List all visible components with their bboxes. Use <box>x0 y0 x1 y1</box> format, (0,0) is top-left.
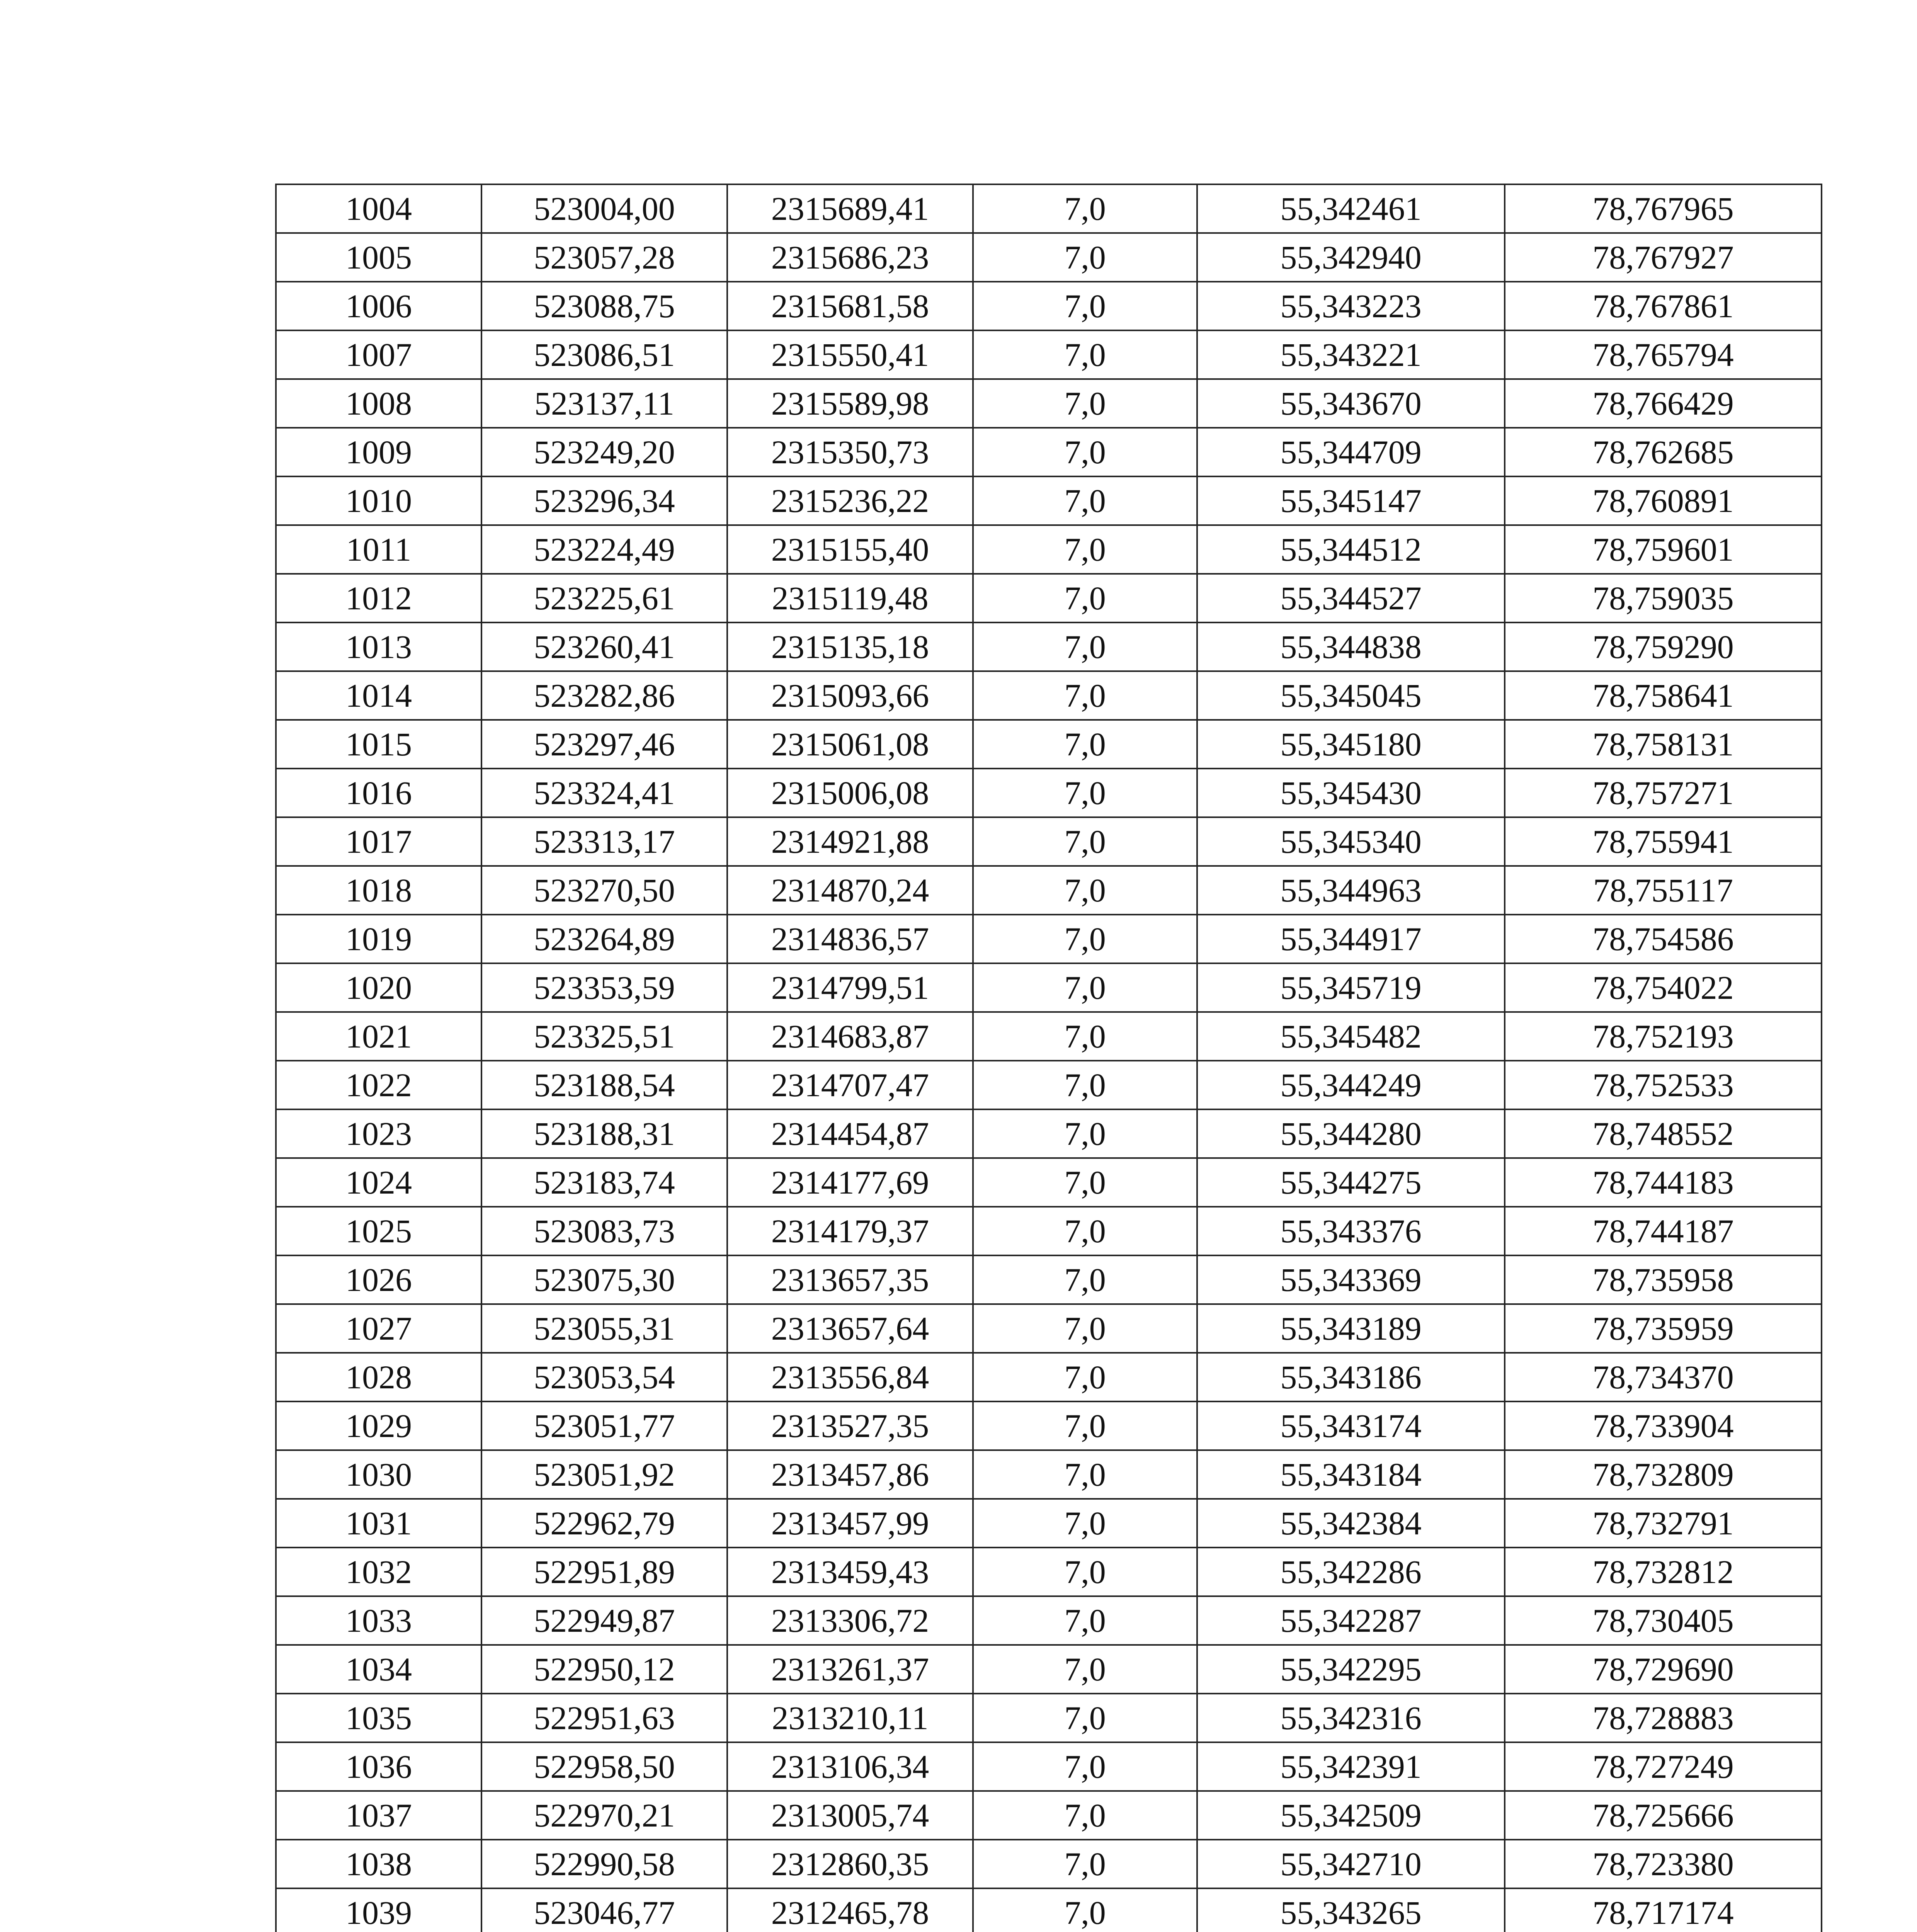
latitude-cell: 55,343174 <box>1197 1401 1505 1450</box>
y-coordinate-cell: 2315061,08 <box>727 720 973 769</box>
point-number-cell: 1030 <box>276 1450 481 1499</box>
depth-cell: 7,0 <box>973 1888 1197 1932</box>
y-coordinate-cell: 2313306,72 <box>727 1596 973 1645</box>
longitude-cell: 78,748552 <box>1505 1109 1822 1158</box>
x-coordinate-cell: 523086,51 <box>481 330 727 379</box>
depth-cell: 7,0 <box>973 720 1197 769</box>
point-number-cell: 1016 <box>276 769 481 817</box>
longitude-cell: 78,765794 <box>1505 330 1822 379</box>
x-coordinate-cell: 523324,41 <box>481 769 727 817</box>
latitude-cell: 55,344917 <box>1197 915 1505 963</box>
y-coordinate-cell: 2313657,35 <box>727 1255 973 1304</box>
x-coordinate-cell: 523224,49 <box>481 525 727 574</box>
x-coordinate-cell: 522950,12 <box>481 1645 727 1694</box>
x-coordinate-cell: 523057,28 <box>481 233 727 282</box>
x-coordinate-cell: 523282,86 <box>481 671 727 720</box>
longitude-cell: 78,760891 <box>1505 476 1822 525</box>
point-number-cell: 1017 <box>276 817 481 866</box>
point-number-cell: 1018 <box>276 866 481 915</box>
longitude-cell: 78,729690 <box>1505 1645 1822 1694</box>
longitude-cell: 78,758131 <box>1505 720 1822 769</box>
longitude-cell: 78,767861 <box>1505 282 1822 330</box>
point-number-cell: 1008 <box>276 379 481 428</box>
table-row <box>276 330 1822 379</box>
point-number-cell: 1014 <box>276 671 481 720</box>
table-row <box>276 866 1822 915</box>
longitude-cell: 78,754586 <box>1505 915 1822 963</box>
y-coordinate-cell: 2313527,35 <box>727 1401 973 1450</box>
x-coordinate-cell: 522951,89 <box>481 1548 727 1596</box>
table-row <box>276 1255 1822 1304</box>
longitude-cell: 78,732812 <box>1505 1548 1822 1596</box>
table-row <box>276 428 1822 476</box>
point-number-cell: 1010 <box>276 476 481 525</box>
longitude-cell: 78,732791 <box>1505 1499 1822 1548</box>
x-coordinate-cell: 522962,79 <box>481 1499 727 1548</box>
y-coordinate-cell: 2313261,37 <box>727 1645 973 1694</box>
table-row <box>276 1694 1822 1742</box>
longitude-cell: 78,725666 <box>1505 1791 1822 1840</box>
y-coordinate-cell: 2315350,73 <box>727 428 973 476</box>
x-coordinate-cell: 523296,34 <box>481 476 727 525</box>
depth-cell: 7,0 <box>973 622 1197 671</box>
depth-cell: 7,0 <box>973 1207 1197 1255</box>
x-coordinate-cell: 523297,46 <box>481 720 727 769</box>
depth-cell: 7,0 <box>973 671 1197 720</box>
table-row <box>276 1742 1822 1791</box>
table-row <box>276 1012 1822 1061</box>
depth-cell: 7,0 <box>973 379 1197 428</box>
latitude-cell: 55,342316 <box>1197 1694 1505 1742</box>
x-coordinate-cell: 523260,41 <box>481 622 727 671</box>
y-coordinate-cell: 2314454,87 <box>727 1109 973 1158</box>
table-row <box>276 1791 1822 1840</box>
longitude-cell: 78,735959 <box>1505 1304 1822 1353</box>
depth-cell: 7,0 <box>973 1255 1197 1304</box>
point-number-cell: 1037 <box>276 1791 481 1840</box>
point-number-cell: 1027 <box>276 1304 481 1353</box>
y-coordinate-cell: 2315006,08 <box>727 769 973 817</box>
depth-cell: 7,0 <box>973 233 1197 282</box>
depth-cell: 7,0 <box>973 1401 1197 1450</box>
x-coordinate-cell: 522970,21 <box>481 1791 727 1840</box>
y-coordinate-cell: 2313459,43 <box>727 1548 973 1596</box>
x-coordinate-cell: 523053,54 <box>481 1353 727 1401</box>
latitude-cell: 55,344838 <box>1197 622 1505 671</box>
point-number-cell: 1032 <box>276 1548 481 1596</box>
y-coordinate-cell: 2314707,47 <box>727 1061 973 1109</box>
table-row <box>276 915 1822 963</box>
x-coordinate-cell: 523051,77 <box>481 1401 727 1450</box>
longitude-cell: 78,759290 <box>1505 622 1822 671</box>
latitude-cell: 55,342391 <box>1197 1742 1505 1791</box>
depth-cell: 7,0 <box>973 330 1197 379</box>
latitude-cell: 55,343221 <box>1197 330 1505 379</box>
longitude-cell: 78,755117 <box>1505 866 1822 915</box>
longitude-cell: 78,754022 <box>1505 963 1822 1012</box>
longitude-cell: 78,759601 <box>1505 525 1822 574</box>
longitude-cell: 78,766429 <box>1505 379 1822 428</box>
longitude-cell: 78,759035 <box>1505 574 1822 622</box>
table-row <box>276 1645 1822 1694</box>
latitude-cell: 55,342940 <box>1197 233 1505 282</box>
latitude-cell: 55,343189 <box>1197 1304 1505 1353</box>
latitude-cell: 55,343376 <box>1197 1207 1505 1255</box>
table-row <box>276 963 1822 1012</box>
latitude-cell: 55,345180 <box>1197 720 1505 769</box>
table-row <box>276 1596 1822 1645</box>
latitude-cell: 55,345719 <box>1197 963 1505 1012</box>
table-row <box>276 1548 1822 1596</box>
latitude-cell: 55,342509 <box>1197 1791 1505 1840</box>
point-number-cell: 1031 <box>276 1499 481 1548</box>
latitude-cell: 55,345482 <box>1197 1012 1505 1061</box>
depth-cell: 7,0 <box>973 866 1197 915</box>
longitude-cell: 78,734370 <box>1505 1353 1822 1401</box>
y-coordinate-cell: 2314179,37 <box>727 1207 973 1255</box>
table-row <box>276 574 1822 622</box>
point-number-cell: 1019 <box>276 915 481 963</box>
point-number-cell: 1004 <box>276 184 481 233</box>
point-number-cell: 1036 <box>276 1742 481 1791</box>
y-coordinate-cell: 2314799,51 <box>727 963 973 1012</box>
x-coordinate-cell: 523088,75 <box>481 282 727 330</box>
point-number-cell: 1020 <box>276 963 481 1012</box>
table-row <box>276 1401 1822 1450</box>
depth-cell: 7,0 <box>973 1840 1197 1888</box>
y-coordinate-cell: 2314921,88 <box>727 817 973 866</box>
latitude-cell: 55,344527 <box>1197 574 1505 622</box>
x-coordinate-cell: 522990,58 <box>481 1840 727 1888</box>
y-coordinate-cell: 2315550,41 <box>727 330 973 379</box>
latitude-cell: 55,344709 <box>1197 428 1505 476</box>
depth-cell: 7,0 <box>973 769 1197 817</box>
y-coordinate-cell: 2315681,58 <box>727 282 973 330</box>
x-coordinate-cell: 523225,61 <box>481 574 727 622</box>
longitude-cell: 78,728883 <box>1505 1694 1822 1742</box>
latitude-cell: 55,342295 <box>1197 1645 1505 1694</box>
depth-cell: 7,0 <box>973 1791 1197 1840</box>
depth-cell: 7,0 <box>973 525 1197 574</box>
latitude-cell: 55,343369 <box>1197 1255 1505 1304</box>
x-coordinate-cell: 523075,30 <box>481 1255 727 1304</box>
point-number-cell: 1033 <box>276 1596 481 1645</box>
point-number-cell: 1026 <box>276 1255 481 1304</box>
depth-cell: 7,0 <box>973 1012 1197 1061</box>
depth-cell: 7,0 <box>973 1304 1197 1353</box>
table-row <box>276 622 1822 671</box>
depth-cell: 7,0 <box>973 963 1197 1012</box>
y-coordinate-cell: 2315155,40 <box>727 525 973 574</box>
depth-cell: 7,0 <box>973 1353 1197 1401</box>
table-row <box>276 476 1822 525</box>
depth-cell: 7,0 <box>973 574 1197 622</box>
latitude-cell: 55,345045 <box>1197 671 1505 720</box>
depth-cell: 7,0 <box>973 282 1197 330</box>
x-coordinate-cell: 523137,11 <box>481 379 727 428</box>
y-coordinate-cell: 2315236,22 <box>727 476 973 525</box>
coordinates-table-body <box>276 184 1822 1932</box>
point-number-cell: 1006 <box>276 282 481 330</box>
x-coordinate-cell: 523325,51 <box>481 1012 727 1061</box>
latitude-cell: 55,344249 <box>1197 1061 1505 1109</box>
y-coordinate-cell: 2315689,41 <box>727 184 973 233</box>
depth-cell: 7,0 <box>973 1450 1197 1499</box>
longitude-cell: 78,723380 <box>1505 1840 1822 1888</box>
longitude-cell: 78,767927 <box>1505 233 1822 282</box>
table-row <box>276 1499 1822 1548</box>
depth-cell: 7,0 <box>973 428 1197 476</box>
depth-cell: 7,0 <box>973 1499 1197 1548</box>
depth-cell: 7,0 <box>973 476 1197 525</box>
table-row <box>276 233 1822 282</box>
point-number-cell: 1012 <box>276 574 481 622</box>
x-coordinate-cell: 522951,63 <box>481 1694 727 1742</box>
depth-cell: 7,0 <box>973 1158 1197 1207</box>
depth-cell: 7,0 <box>973 1061 1197 1109</box>
latitude-cell: 55,345430 <box>1197 769 1505 817</box>
point-number-cell: 1021 <box>276 1012 481 1061</box>
table-row <box>276 282 1822 330</box>
latitude-cell: 55,344512 <box>1197 525 1505 574</box>
latitude-cell: 55,344280 <box>1197 1109 1505 1158</box>
y-coordinate-cell: 2313457,99 <box>727 1499 973 1548</box>
table-row <box>276 1207 1822 1255</box>
longitude-cell: 78,744183 <box>1505 1158 1822 1207</box>
depth-cell: 7,0 <box>973 1742 1197 1791</box>
y-coordinate-cell: 2313106,34 <box>727 1742 973 1791</box>
x-coordinate-cell: 523046,77 <box>481 1888 727 1932</box>
longitude-cell: 78,758641 <box>1505 671 1822 720</box>
y-coordinate-cell: 2313556,84 <box>727 1353 973 1401</box>
longitude-cell: 78,733904 <box>1505 1401 1822 1450</box>
longitude-cell: 78,752533 <box>1505 1061 1822 1109</box>
point-number-cell: 1024 <box>276 1158 481 1207</box>
latitude-cell: 55,342461 <box>1197 184 1505 233</box>
x-coordinate-cell: 522949,87 <box>481 1596 727 1645</box>
x-coordinate-cell: 523188,31 <box>481 1109 727 1158</box>
latitude-cell: 55,342710 <box>1197 1840 1505 1888</box>
depth-cell: 7,0 <box>973 1548 1197 1596</box>
point-number-cell: 1023 <box>276 1109 481 1158</box>
longitude-cell: 78,732809 <box>1505 1450 1822 1499</box>
latitude-cell: 55,345340 <box>1197 817 1505 866</box>
table-row <box>276 1840 1822 1888</box>
longitude-cell: 78,717174 <box>1505 1888 1822 1932</box>
x-coordinate-cell: 523004,00 <box>481 184 727 233</box>
y-coordinate-cell: 2315093,66 <box>727 671 973 720</box>
point-number-cell: 1028 <box>276 1353 481 1401</box>
x-coordinate-cell: 523313,17 <box>481 817 727 866</box>
longitude-cell: 78,762685 <box>1505 428 1822 476</box>
point-number-cell: 1035 <box>276 1694 481 1742</box>
depth-cell: 7,0 <box>973 1645 1197 1694</box>
x-coordinate-cell: 523270,50 <box>481 866 727 915</box>
point-number-cell: 1015 <box>276 720 481 769</box>
y-coordinate-cell: 2314870,24 <box>727 866 973 915</box>
table-row <box>276 817 1822 866</box>
latitude-cell: 55,343186 <box>1197 1353 1505 1401</box>
x-coordinate-cell: 523051,92 <box>481 1450 727 1499</box>
latitude-cell: 55,343223 <box>1197 282 1505 330</box>
longitude-cell: 78,752193 <box>1505 1012 1822 1061</box>
point-number-cell: 1009 <box>276 428 481 476</box>
table-row <box>276 1109 1822 1158</box>
latitude-cell: 55,342384 <box>1197 1499 1505 1548</box>
latitude-cell: 55,342286 <box>1197 1548 1505 1596</box>
depth-cell: 7,0 <box>973 1694 1197 1742</box>
y-coordinate-cell: 2314177,69 <box>727 1158 973 1207</box>
y-coordinate-cell: 2314836,57 <box>727 915 973 963</box>
point-number-cell: 1007 <box>276 330 481 379</box>
table-row <box>276 379 1822 428</box>
point-number-cell: 1039 <box>276 1888 481 1932</box>
longitude-cell: 78,727249 <box>1505 1742 1822 1791</box>
latitude-cell: 55,343670 <box>1197 379 1505 428</box>
x-coordinate-cell: 523055,31 <box>481 1304 727 1353</box>
table-row <box>276 184 1822 233</box>
y-coordinate-cell: 2313457,86 <box>727 1450 973 1499</box>
y-coordinate-cell: 2315135,18 <box>727 622 973 671</box>
table-row <box>276 1304 1822 1353</box>
depth-cell: 7,0 <box>973 915 1197 963</box>
table-row <box>276 1353 1822 1401</box>
coordinates-table <box>275 184 1822 1932</box>
table-row <box>276 769 1822 817</box>
latitude-cell: 55,342287 <box>1197 1596 1505 1645</box>
y-coordinate-cell: 2312465,78 <box>727 1888 973 1932</box>
latitude-cell: 55,343184 <box>1197 1450 1505 1499</box>
table-row <box>276 1061 1822 1109</box>
x-coordinate-cell: 523264,89 <box>481 915 727 963</box>
y-coordinate-cell: 2314683,87 <box>727 1012 973 1061</box>
table-row <box>276 525 1822 574</box>
x-coordinate-cell: 523183,74 <box>481 1158 727 1207</box>
x-coordinate-cell: 523188,54 <box>481 1061 727 1109</box>
x-coordinate-cell: 523353,59 <box>481 963 727 1012</box>
longitude-cell: 78,744187 <box>1505 1207 1822 1255</box>
table-row <box>276 1158 1822 1207</box>
y-coordinate-cell: 2313657,64 <box>727 1304 973 1353</box>
point-number-cell: 1029 <box>276 1401 481 1450</box>
point-number-cell: 1025 <box>276 1207 481 1255</box>
x-coordinate-cell: 522958,50 <box>481 1742 727 1791</box>
point-number-cell: 1013 <box>276 622 481 671</box>
table-row <box>276 1888 1822 1932</box>
y-coordinate-cell: 2312860,35 <box>727 1840 973 1888</box>
longitude-cell: 78,735958 <box>1505 1255 1822 1304</box>
table-row <box>276 1450 1822 1499</box>
longitude-cell: 78,755941 <box>1505 817 1822 866</box>
y-coordinate-cell: 2313005,74 <box>727 1791 973 1840</box>
point-number-cell: 1034 <box>276 1645 481 1694</box>
x-coordinate-cell: 523083,73 <box>481 1207 727 1255</box>
point-number-cell: 1022 <box>276 1061 481 1109</box>
table-row <box>276 720 1822 769</box>
depth-cell: 7,0 <box>973 1109 1197 1158</box>
latitude-cell: 55,345147 <box>1197 476 1505 525</box>
y-coordinate-cell: 2315686,23 <box>727 233 973 282</box>
y-coordinate-cell: 2315589,98 <box>727 379 973 428</box>
point-number-cell: 1011 <box>276 525 481 574</box>
depth-cell: 7,0 <box>973 817 1197 866</box>
latitude-cell: 55,343265 <box>1197 1888 1505 1932</box>
y-coordinate-cell: 2315119,48 <box>727 574 973 622</box>
depth-cell: 7,0 <box>973 184 1197 233</box>
latitude-cell: 55,344963 <box>1197 866 1505 915</box>
point-number-cell: 1038 <box>276 1840 481 1888</box>
longitude-cell: 78,767965 <box>1505 184 1822 233</box>
table-row <box>276 671 1822 720</box>
y-coordinate-cell: 2313210,11 <box>727 1694 973 1742</box>
point-number-cell: 1005 <box>276 233 481 282</box>
latitude-cell: 55,344275 <box>1197 1158 1505 1207</box>
longitude-cell: 78,730405 <box>1505 1596 1822 1645</box>
longitude-cell: 78,757271 <box>1505 769 1822 817</box>
x-coordinate-cell: 523249,20 <box>481 428 727 476</box>
depth-cell: 7,0 <box>973 1596 1197 1645</box>
